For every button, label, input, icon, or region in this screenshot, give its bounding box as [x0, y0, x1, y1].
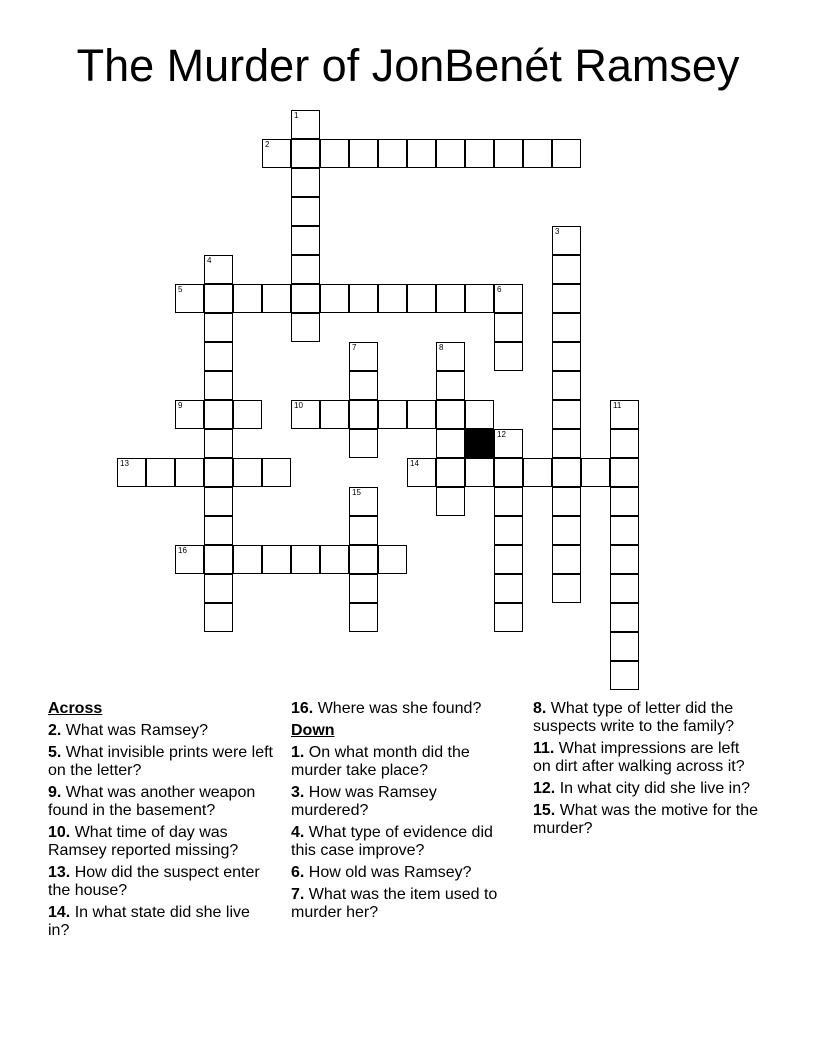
grid-cell[interactable] [349, 429, 378, 458]
clue-across-5 [48, 744, 273, 780]
grid-cell[interactable] [552, 458, 581, 487]
clue-number: 1. [291, 744, 305, 761]
grid-cell[interactable] [291, 400, 320, 429]
grid-cell[interactable] [523, 458, 552, 487]
grid-cell[interactable] [349, 545, 378, 574]
grid-cell[interactable] [552, 400, 581, 429]
grid-cell[interactable] [610, 574, 639, 603]
grid-cell[interactable] [262, 284, 291, 313]
clue-down-7 [291, 886, 516, 922]
down-heading: Down [291, 722, 335, 739]
grid-cell[interactable] [349, 400, 378, 429]
grid-cell[interactable] [291, 313, 320, 342]
grid-cell[interactable] [523, 139, 552, 168]
clue-number: 13. [48, 864, 71, 881]
grid-cell[interactable] [291, 197, 320, 226]
grid-cell[interactable] [581, 458, 610, 487]
clue-text: What was the motive for the murder? [533, 802, 758, 837]
grid-cell[interactable] [610, 487, 639, 516]
clue-text: What time of day was Ramsey reported missing? [48, 824, 239, 859]
grid-cell[interactable] [552, 429, 581, 458]
grid-cell[interactable] [552, 574, 581, 603]
clue-text: What was Ramsey? [61, 722, 209, 739]
grid-cell[interactable] [436, 429, 465, 458]
grid-cell[interactable] [494, 313, 523, 342]
grid-cell[interactable] [407, 139, 436, 168]
grid-cell[interactable] [494, 574, 523, 603]
grid-cell[interactable] [204, 371, 233, 400]
grid-cell[interactable] [436, 371, 465, 400]
grid-cell[interactable] [494, 429, 523, 458]
clue-down-6 [291, 864, 516, 882]
clue-text: How old was Ramsey? [304, 864, 472, 881]
page-title: The Murder of JonBenét Ramsey [76, 40, 740, 91]
grid-cell[interactable] [291, 168, 320, 197]
clue-text: What was the item used to murder her? [291, 886, 498, 921]
grid-cell[interactable] [610, 603, 639, 632]
clue-across-14 [48, 904, 273, 940]
clue-text: How did the suspect enter the house? [48, 864, 260, 899]
grid-cell[interactable] [349, 284, 378, 313]
clue-down-4 [291, 824, 516, 860]
grid-cell[interactable] [494, 139, 523, 168]
cell-number: 16 [178, 546, 187, 555]
grid-block [465, 429, 494, 458]
across-heading: Across [48, 700, 103, 717]
clue-down-12 [533, 780, 758, 798]
grid-cell[interactable] [146, 458, 175, 487]
grid-cell[interactable] [407, 400, 436, 429]
grid-cell[interactable] [436, 400, 465, 429]
clue-text: What invisible prints were left on the letter? [48, 744, 273, 779]
grid-cell[interactable] [233, 458, 262, 487]
grid-cell[interactable] [494, 603, 523, 632]
cell-number: 5 [178, 285, 183, 294]
cell-number: 11 [613, 401, 622, 410]
grid-cell[interactable] [378, 400, 407, 429]
clue-number: 2. [48, 722, 62, 739]
grid-cell[interactable] [291, 284, 320, 313]
grid-cell[interactable] [610, 458, 639, 487]
grid-cell[interactable] [291, 139, 320, 168]
clue-text: In what city did she live in? [555, 780, 751, 797]
grid-cell[interactable] [291, 110, 320, 139]
clue-across-9 [48, 784, 273, 820]
clue-across-13 [48, 864, 273, 900]
grid-cell[interactable] [204, 400, 233, 429]
clue-text: In what state did she live in? [48, 904, 250, 939]
grid-cell[interactable] [204, 342, 233, 371]
grid-cell[interactable] [320, 400, 349, 429]
clue-text: How was Ramsey murdered? [291, 784, 437, 819]
cell-number: 3 [555, 227, 560, 236]
grid-cell[interactable] [465, 458, 494, 487]
cell-number: 6 [497, 285, 502, 294]
grid-cell[interactable] [320, 545, 349, 574]
clue-down-15 [533, 802, 758, 838]
grid-cell[interactable] [436, 458, 465, 487]
clue-text: What type of evidence did this case improve? [291, 824, 493, 859]
grid-cell[interactable] [378, 139, 407, 168]
clue-text: What was another weapon found in the basement? [48, 784, 256, 819]
grid-cell[interactable] [233, 545, 262, 574]
clue-across-2 [48, 722, 273, 740]
grid-cell[interactable] [349, 603, 378, 632]
clue-number: 6. [291, 864, 305, 881]
clue-number: 8. [533, 700, 547, 717]
clue-text: Where was she found? [313, 700, 482, 717]
grid-cell[interactable] [204, 603, 233, 632]
grid-cell[interactable] [494, 458, 523, 487]
cell-number: 13 [120, 459, 129, 468]
grid-cell[interactable] [436, 487, 465, 516]
grid-cell[interactable] [552, 255, 581, 284]
grid-cell[interactable] [407, 284, 436, 313]
grid-cell[interactable] [494, 516, 523, 545]
grid-cell[interactable] [436, 342, 465, 371]
grid-cell[interactable] [233, 400, 262, 429]
grid-cell[interactable] [378, 284, 407, 313]
grid-cell[interactable] [349, 371, 378, 400]
grid-cell[interactable] [117, 458, 146, 487]
grid-cell[interactable] [349, 516, 378, 545]
grid-cell[interactable] [552, 342, 581, 371]
cell-number: 12 [497, 430, 506, 439]
grid-cell[interactable] [204, 284, 233, 313]
clue-number: 5. [48, 744, 62, 761]
clue-across-16 [291, 700, 516, 718]
clue-text: What type of letter did the suspects write to the family? [533, 700, 734, 735]
grid-cell[interactable] [233, 284, 262, 313]
grid-cell[interactable] [552, 284, 581, 313]
grid-cell[interactable] [204, 255, 233, 284]
grid-cell[interactable] [204, 545, 233, 574]
grid-cell[interactable] [291, 255, 320, 284]
cell-number: 4 [207, 256, 212, 265]
clues-column-1 [48, 700, 273, 944]
grid-cell[interactable] [204, 574, 233, 603]
grid-cell[interactable] [494, 284, 523, 313]
grid-cell[interactable] [465, 139, 494, 168]
clue-down-3 [291, 784, 516, 820]
clue-number: 15. [533, 802, 556, 819]
grid-cell[interactable] [204, 458, 233, 487]
grid-cell[interactable] [349, 574, 378, 603]
grid-cell[interactable] [175, 545, 204, 574]
grid-cell[interactable] [552, 516, 581, 545]
clue-number: 11. [533, 740, 555, 757]
grid-cell[interactable] [610, 400, 639, 429]
grid-cell[interactable] [320, 139, 349, 168]
grid-cell[interactable] [262, 139, 291, 168]
clue-number: 10. [48, 824, 71, 841]
grid-cell[interactable] [175, 284, 204, 313]
grid-cell[interactable] [175, 458, 204, 487]
grid-cell[interactable] [610, 429, 639, 458]
grid-cell[interactable] [552, 226, 581, 255]
clue-number: 16. [291, 700, 314, 717]
grid-cell[interactable] [552, 487, 581, 516]
clue-number: 9. [48, 784, 62, 801]
grid-cell[interactable] [552, 313, 581, 342]
cell-number: 2 [265, 140, 270, 149]
grid-cell[interactable] [494, 487, 523, 516]
clue-down-11 [533, 740, 758, 776]
clue-text: What impressions are left on dirt after walking across it? [533, 740, 745, 775]
grid-cell[interactable] [349, 487, 378, 516]
clue-text: On what month did the murder take place? [291, 744, 470, 779]
clues-column-3 [533, 700, 758, 842]
clue-down-1 [291, 744, 516, 780]
grid-cell[interactable] [610, 632, 639, 661]
grid-cell[interactable] [291, 226, 320, 255]
grid-cell[interactable] [204, 516, 233, 545]
grid-cell[interactable] [494, 342, 523, 371]
cell-number: 15 [352, 488, 361, 497]
clue-across-10 [48, 824, 273, 860]
grid-cell[interactable] [320, 284, 349, 313]
cell-number: 8 [439, 343, 444, 352]
grid-cell[interactable] [262, 545, 291, 574]
grid-cell[interactable] [552, 139, 581, 168]
cell-number: 10 [294, 401, 303, 410]
cell-number: 14 [410, 459, 419, 468]
clue-down-8 [533, 700, 758, 736]
grid-cell[interactable] [436, 139, 465, 168]
clue-number: 4. [291, 824, 305, 841]
grid-cell[interactable] [610, 545, 639, 574]
grid-cell[interactable] [610, 516, 639, 545]
cell-number: 1 [294, 111, 299, 120]
grid-cell[interactable] [204, 429, 233, 458]
clue-number: 14. [48, 904, 71, 921]
grid-cell[interactable] [552, 371, 581, 400]
grid-cell[interactable] [407, 458, 436, 487]
grid-cell[interactable] [349, 342, 378, 371]
clue-number: 12. [533, 780, 556, 797]
grid-cell[interactable] [378, 545, 407, 574]
grid-cell[interactable] [610, 661, 639, 690]
grid-cell[interactable] [552, 545, 581, 574]
cell-number: 7 [352, 343, 357, 352]
grid-cell[interactable] [465, 400, 494, 429]
clue-number: 3. [291, 784, 305, 801]
grid-cell[interactable] [204, 487, 233, 516]
grid-cell[interactable] [175, 400, 204, 429]
grid-cell[interactable] [494, 545, 523, 574]
grid-cell[interactable] [436, 284, 465, 313]
clue-number: 7. [291, 886, 305, 903]
grid-cell[interactable] [262, 458, 291, 487]
grid-cell[interactable] [291, 545, 320, 574]
cell-number: 9 [178, 401, 183, 410]
clues-column-2 [291, 700, 516, 926]
grid-cell[interactable] [204, 313, 233, 342]
grid-cell[interactable] [349, 139, 378, 168]
grid-cell[interactable] [465, 284, 494, 313]
